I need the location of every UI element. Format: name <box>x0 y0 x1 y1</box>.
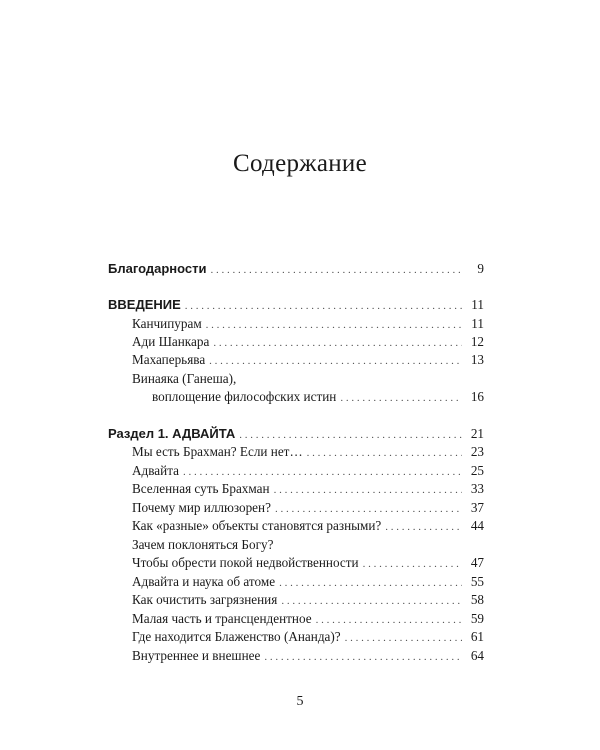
toc-entry-introduction <box>108 296 484 315</box>
toc-entry-why-illusory <box>132 499 484 518</box>
toc-entry-label: Зачем поклоняться Богу? <box>132 537 274 552</box>
dot-leader <box>183 463 462 481</box>
dot-leader <box>275 500 462 518</box>
toc-entry-label: ВВЕДЕНИЕ <box>108 297 181 312</box>
toc-entry-label: Благодарности <box>108 261 207 276</box>
toc-entry-page: 12 <box>470 334 484 349</box>
dot-leader <box>363 555 462 573</box>
toc-entry-page: 55 <box>470 574 484 589</box>
dot-leader <box>316 611 462 629</box>
toc-entry-page: 13 <box>470 352 484 367</box>
toc-entry-section-1 <box>108 425 484 444</box>
toc-entry-page: 25 <box>470 463 484 478</box>
dot-leader <box>206 316 462 334</box>
toc-entry-page: 16 <box>470 389 484 404</box>
toc-entry-label: Внутреннее и внешнее <box>132 648 261 663</box>
toc-entry-page: 11 <box>471 316 484 331</box>
dot-leader <box>340 389 462 407</box>
toc-entry-label: Где находится Блаженство (Ананда)? <box>132 629 341 644</box>
toc-entry-page: 37 <box>470 500 484 515</box>
toc-entry-are-we-brahman <box>132 443 484 462</box>
toc-entry-label: Адвайта и наука об атоме <box>132 574 276 589</box>
toc-entry-label: Как «разные» объекты становятся разными? <box>132 518 382 533</box>
toc-entry-universe <box>132 480 484 499</box>
toc-entry-page: 64 <box>470 648 484 663</box>
dot-leader <box>385 518 462 536</box>
dot-leader <box>264 648 462 666</box>
dot-leader <box>281 592 462 610</box>
toc-entry-page: 23 <box>470 444 484 459</box>
toc-entry-label: Адвайта <box>132 463 179 478</box>
toc-entry-different-objects <box>132 517 484 536</box>
toc-entry-label: Почему мир иллюзорен? <box>132 500 271 515</box>
toc-entry-advaita <box>132 462 484 481</box>
toc-entry-kanchipuram <box>132 315 484 334</box>
toc-entry-page: 47 <box>470 555 484 570</box>
toc-entry-label: Чтобы обрести покой недвойственности <box>132 555 359 570</box>
toc-entry-label: Как очистить загрязнения <box>132 592 278 607</box>
dot-leader <box>209 352 462 370</box>
toc-entry-label: Винаяка (Ганеша), <box>132 371 237 386</box>
dot-leader <box>307 444 462 462</box>
toc-entry-label: Канчипурам <box>132 316 202 331</box>
dot-leader <box>239 426 462 444</box>
toc-entry-label: Вселенная суть Брахман <box>132 481 270 496</box>
toc-entry-page: 11 <box>471 297 484 312</box>
dot-leader <box>185 297 462 315</box>
dot-leader <box>210 261 462 279</box>
toc-entry-bliss <box>132 628 484 647</box>
toc-entry-label: воплощение философских истин <box>152 389 337 404</box>
dot-leader <box>213 334 462 352</box>
toc-entry-peace-non-duality <box>132 554 484 573</box>
toc-entry-page: 33 <box>470 481 484 496</box>
toc-entry-advaita-atom <box>132 573 484 592</box>
toc-entry-page: 59 <box>470 611 484 626</box>
toc-entry-acknowledgements <box>108 260 484 279</box>
toc-entry-page: 61 <box>470 629 484 644</box>
dot-leader <box>274 481 462 499</box>
toc-entry-page: 9 <box>477 261 484 276</box>
toc-entry-page: 44 <box>470 518 484 533</box>
toc-entry-vinayaka-continued <box>152 388 484 407</box>
toc-entry-label: Малая часть и трансцендентное <box>132 611 312 626</box>
toc-entry-purify <box>132 591 484 610</box>
toc-entry-label: Ади Шанкара <box>132 334 210 349</box>
toc-entry-page: 21 <box>470 426 484 441</box>
toc-entry-label: Мы есть Брахман? Если нет… <box>132 444 303 459</box>
toc-entry-why-worship <box>132 536 484 554</box>
toc-entry-mahaperiava <box>132 351 484 370</box>
toc-entry-adi-shankara <box>132 333 484 352</box>
page-title: Содержание <box>233 150 367 177</box>
toc-entry-label: Раздел 1. АДВАЙТА <box>108 426 236 441</box>
toc-entry-inner-outer <box>132 647 484 666</box>
toc-entry-small-part <box>132 610 484 629</box>
toc-entry-label: Махаперьява <box>132 352 206 367</box>
dot-leader <box>345 629 462 647</box>
toc-entry-page: 58 <box>470 592 484 607</box>
page-number: 5 <box>296 694 304 709</box>
dot-leader <box>279 574 462 592</box>
toc-entry-vinayaka <box>132 370 484 388</box>
